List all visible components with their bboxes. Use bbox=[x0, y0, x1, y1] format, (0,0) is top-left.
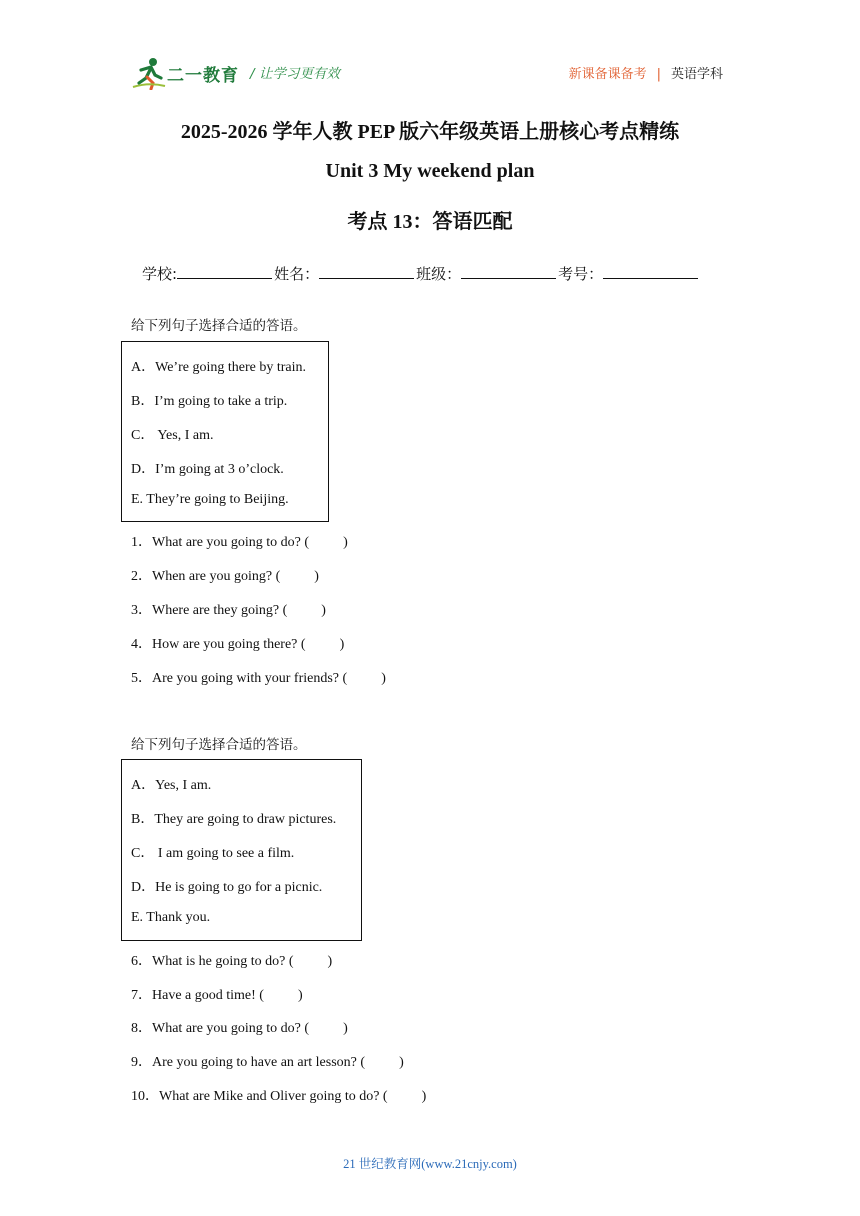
question-close: ) bbox=[421, 1089, 427, 1104]
question-close: ) bbox=[327, 954, 333, 969]
question-item bbox=[131, 984, 303, 1004]
question-close: ) bbox=[343, 1021, 348, 1036]
question-text: 10．What are Mike and Oliver going to do? ( bbox=[131, 1089, 388, 1104]
question-close: ) bbox=[399, 1055, 404, 1070]
question-item bbox=[131, 1017, 348, 1037]
option-item: C． Yes, I am. bbox=[131, 428, 214, 443]
section-2-instruction: 给下列句子选择合适的答语。 bbox=[131, 737, 307, 753]
header-separator: | bbox=[656, 67, 661, 82]
question-item bbox=[131, 633, 344, 653]
slogan: / 让学习更有效 bbox=[250, 66, 340, 82]
number-label: 考号： bbox=[558, 265, 604, 283]
school-label: 学校: bbox=[142, 265, 178, 283]
question-text: 2．When are you going? ( bbox=[131, 569, 281, 584]
question-item bbox=[131, 667, 386, 687]
option-item: D．He is going to go for a picnic. bbox=[131, 880, 323, 895]
option-item: A．Yes, I am. bbox=[131, 778, 212, 793]
section-2-options-box bbox=[121, 759, 362, 941]
class-label: 班级： bbox=[416, 265, 462, 283]
question-item bbox=[131, 565, 319, 585]
student-info-line bbox=[142, 263, 700, 284]
running-person-logo-icon bbox=[131, 56, 167, 90]
section-1-instruction: 给下列句子选择合适的答语。 bbox=[131, 318, 307, 334]
question-close: ) bbox=[343, 535, 348, 550]
header-right bbox=[569, 63, 723, 82]
logo-text: 二一教育 bbox=[167, 66, 239, 86]
option-item: E. They’re going to Beijing. bbox=[131, 492, 289, 507]
number-blank[interactable] bbox=[603, 264, 698, 279]
school-blank[interactable] bbox=[177, 264, 272, 279]
option-item: D．I’m going at 3 o’clock. bbox=[131, 462, 284, 477]
class-blank[interactable] bbox=[461, 264, 556, 279]
question-close: ) bbox=[381, 671, 386, 686]
question-text: 8．What are you going to do? ( bbox=[131, 1021, 310, 1036]
question-text: 9．Are you going to have an art lesson? ( bbox=[131, 1055, 366, 1070]
question-item bbox=[131, 1051, 404, 1071]
question-text: 1．What are you going to do? ( bbox=[131, 535, 310, 550]
option-item: B．I’m going to take a trip. bbox=[131, 394, 288, 409]
option-item: C． I am going to see a film. bbox=[131, 846, 295, 861]
logo bbox=[131, 56, 246, 90]
question-item bbox=[131, 950, 332, 970]
topic-title: 考点 13：答语匹配 bbox=[347, 211, 513, 233]
question-close: ) bbox=[321, 603, 326, 618]
question-text: 7．Have a good time! ( bbox=[131, 988, 264, 1003]
footer-link[interactable]: 21 世纪教育网(www.21cnjy.com) bbox=[343, 1157, 517, 1171]
question-text: 3．Where are they going? ( bbox=[131, 603, 288, 618]
question-close: ) bbox=[297, 988, 303, 1003]
question-item bbox=[131, 531, 348, 551]
question-text: 4．How are you going there? ( bbox=[131, 637, 306, 652]
name-label: 姓名： bbox=[274, 265, 320, 283]
question-item bbox=[131, 1085, 426, 1105]
option-item: E. Thank you. bbox=[131, 910, 211, 925]
page-header bbox=[0, 0, 860, 100]
question-close: ) bbox=[339, 637, 345, 652]
unit-title: Unit 3 My weekend plan bbox=[325, 160, 535, 182]
header-course-label: 新课备课备考 bbox=[568, 67, 647, 82]
section-1-options-box bbox=[121, 341, 329, 522]
document-title: 2025-2026 学年人教 PEP 版六年级英语上册核心考点精练 bbox=[180, 121, 680, 143]
option-item: B．They are going to draw pictures. bbox=[131, 812, 337, 827]
question-text: 6．What is he going to do? ( bbox=[131, 954, 294, 969]
question-text: 5．Are you going with your friends? ( bbox=[131, 671, 348, 686]
header-subject: 英语学科 bbox=[670, 67, 723, 82]
name-blank[interactable] bbox=[319, 264, 414, 279]
question-item bbox=[131, 599, 326, 619]
question-close: ) bbox=[314, 569, 319, 584]
option-item: A．We’re going there by train. bbox=[131, 360, 306, 375]
